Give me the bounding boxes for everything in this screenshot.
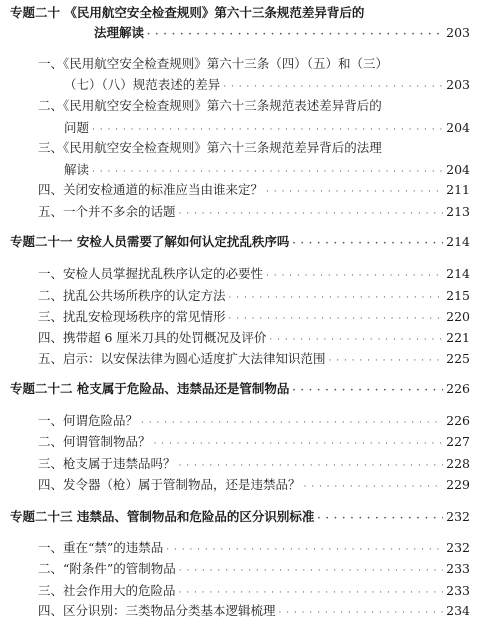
leader-dots xyxy=(317,510,443,528)
leader-dots xyxy=(292,382,443,400)
leader-dots xyxy=(179,562,443,580)
page-number: 229 xyxy=(446,477,470,492)
leader-dots xyxy=(92,121,443,139)
leader-dots xyxy=(223,78,443,96)
page-number: 232 xyxy=(446,509,470,524)
page-number: 203 xyxy=(446,77,470,92)
page-number: 233 xyxy=(446,583,470,598)
item-title: 三、社会作用大的危险品 xyxy=(38,583,176,598)
leader-dots xyxy=(229,289,444,307)
item-title: 三、枪支属于违禁品吗？ xyxy=(38,456,176,471)
page-number: 226 xyxy=(446,413,470,428)
page-number: 214 xyxy=(446,234,470,249)
leader-dots xyxy=(92,163,443,181)
leader-dots xyxy=(179,205,444,223)
leader-dots xyxy=(179,457,444,475)
page-number: 220 xyxy=(446,309,470,324)
leader-dots xyxy=(154,435,444,453)
leader-dots xyxy=(141,414,443,432)
page-number: 213 xyxy=(446,204,470,219)
leader-dots xyxy=(266,267,443,285)
page-number: 204 xyxy=(446,162,470,177)
item-title: 二、扰乱公共场所秩序的认定方法 xyxy=(38,288,226,303)
item-title: 一、安检人员掌握扰乱秩序认定的必要性 xyxy=(38,266,264,281)
topic-title-line2: 法理解读 xyxy=(94,25,145,40)
page-number: 204 xyxy=(446,120,470,135)
leader-dots xyxy=(179,584,444,602)
item-title: 一、何谓危险品？ xyxy=(38,413,139,428)
page-number: 203 xyxy=(446,25,470,40)
page-number: 211 xyxy=(446,182,470,197)
leader-dots xyxy=(229,310,444,328)
item-title: 五、启示：以安保法律为圆心适度扩大法律知识范围 xyxy=(38,351,326,366)
item-title-line2: 问题 xyxy=(64,120,90,135)
item-title: 四、发令器（枪）属于管制物品，还是违禁品？ xyxy=(38,477,301,492)
item-title-line2: （七）（八）规范表述的差异 xyxy=(64,77,221,92)
item-title: 四、关闭安检通道的标准应当由谁来定？ xyxy=(38,182,264,197)
leader-dots xyxy=(166,541,443,559)
page-number: 215 xyxy=(446,288,470,303)
item-title: 二、“附条件”的管制物品 xyxy=(38,561,176,576)
page-number: 232 xyxy=(446,540,470,555)
item-title: 五、一个并不多余的话题 xyxy=(38,204,176,219)
topic-title-line1: 专题二十 《民用航空安全检查规则》第六十三条规范差异背后的 xyxy=(10,5,365,20)
page-number: 233 xyxy=(446,561,470,576)
item-title: 三、扰乱安检现场秩序的常见情形 xyxy=(38,309,226,324)
page-number: 227 xyxy=(446,434,470,449)
leader-dots xyxy=(269,331,443,349)
topic-title: 专题二十一 安检人员需要了解如何认定扰乱秩序吗 xyxy=(10,234,290,249)
item-title-line1: 一、《民用航空安全检查规则》第六十三条（四）（五）和（三） xyxy=(38,56,389,71)
leader-dots xyxy=(147,26,443,44)
page-number: 214 xyxy=(446,266,470,281)
topic-title: 专题二十二 枪支属于危险品、违禁品还是管制物品 xyxy=(10,381,290,396)
item-title: 四、区分识别：三类物品分类基本逻辑梳理 xyxy=(38,603,276,618)
leader-dots xyxy=(279,604,444,622)
item-title-line1: 三、《民用航空安全检查规则》第六十三条规范差异背后的法理 xyxy=(38,140,382,155)
topic-title: 专题二十三 违禁品、管制物品和危险品的区分识别标准 xyxy=(10,509,315,524)
leader-dots xyxy=(292,235,443,253)
item-title: 四、携带超 6 厘米刀具的处罚概况及评价 xyxy=(38,330,267,345)
page-number: 234 xyxy=(446,603,470,618)
leader-dots xyxy=(329,352,444,370)
item-title-line2: 解读 xyxy=(64,162,90,177)
page-number: 226 xyxy=(446,381,470,396)
page-number: 228 xyxy=(446,456,470,471)
item-title: 二、何谓管制物品？ xyxy=(38,434,151,449)
page-number: 221 xyxy=(446,330,470,345)
leader-dots xyxy=(304,478,444,496)
page-number: 225 xyxy=(446,351,470,366)
leader-dots xyxy=(266,183,443,201)
item-title-line1: 二、《民用航空安全检查规则》第六十三条规范表述差异背后的 xyxy=(38,98,382,113)
item-title: 一、重在“禁”的违禁品 xyxy=(38,540,164,555)
